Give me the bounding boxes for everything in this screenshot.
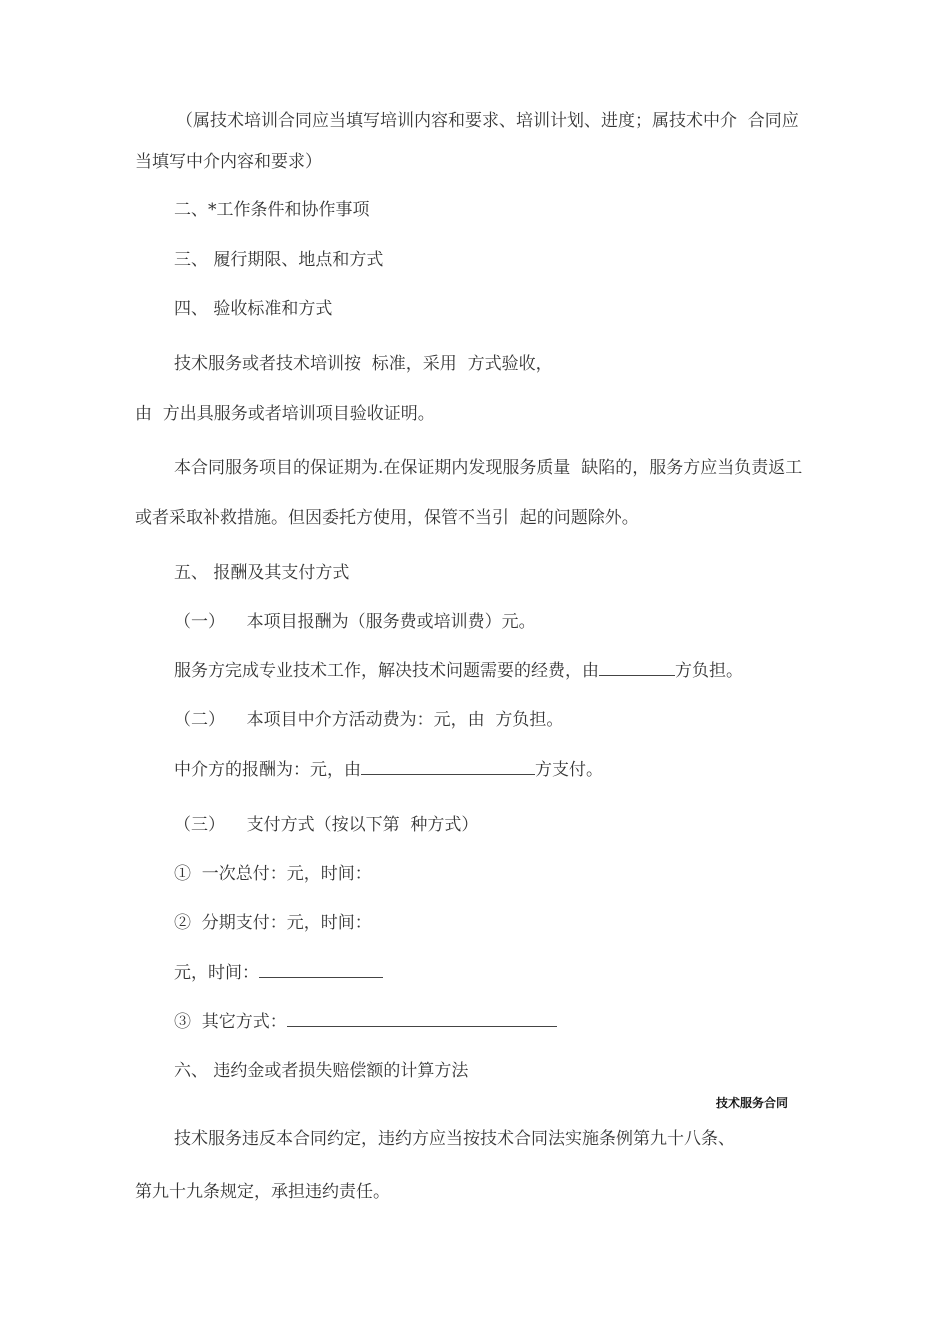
list-item	[174, 1011, 557, 1033]
line-text: ③ 其它方式：	[174, 1012, 287, 1032]
fill-in-blank	[259, 962, 383, 978]
line-text: 元，时间：	[174, 963, 259, 983]
list-item	[174, 962, 383, 984]
paragraph-line	[174, 759, 603, 781]
fill-in-blank	[599, 660, 675, 676]
paragraph-line: 技术服务或者技术培训按 标准，采用 方式验收，	[174, 354, 553, 374]
paragraph-line: 本合同服务项目的保证期为.在保证期内发现服务质量 缺陷的，服务方应当负责返工	[174, 458, 803, 478]
paragraph-line: 当填写中介内容和要求）	[135, 152, 322, 172]
list-item: ① 一次总付：元，时间：	[174, 864, 372, 884]
section-heading: 三、 履行期限、地点和方式	[174, 250, 384, 270]
line-text: 方支付。	[535, 760, 603, 780]
paragraph-line: 由 方出具服务或者培训项目验收证明。	[135, 404, 435, 424]
section-heading: 六、 违约金或者损失赔偿额的计算方法	[174, 1061, 469, 1081]
list-item: ② 分期支付：元，时间：	[174, 913, 372, 933]
fill-in-blank	[361, 759, 535, 775]
line-text: 方负担。	[675, 661, 743, 681]
paragraph-line: （属技术培训合同应当填写培训内容和要求、培训计划、进度；属技术中介 合同应	[176, 111, 799, 131]
paragraph-line: （二） 本项目中介方活动费为：元，由 方负担。	[174, 710, 564, 730]
paragraph-line: 或者采取补救措施。但因委托方使用，保管不当引 起的问题除外。	[135, 508, 639, 528]
line-text: 服务方完成专业技术工作，解决技术问题需要的经费，由	[174, 661, 599, 681]
fill-in-blank	[287, 1011, 557, 1027]
paragraph-line: 技术服务违反本合同约定，违约方应当按技术合同法实施条例第九十八条、	[174, 1129, 735, 1149]
section-heading: 四、 验收标准和方式	[174, 299, 333, 319]
paragraph-line: （三） 支付方式（按以下第 种方式）	[174, 815, 479, 835]
document-title: 技术服务合同	[716, 1096, 789, 1110]
paragraph-line: 第九十九条规定，承担违约责任。	[135, 1182, 390, 1202]
section-heading: 五、 报酬及其支付方式	[174, 563, 350, 583]
paragraph-line	[174, 660, 743, 682]
line-text: 中介方的报酬为：元，由	[174, 760, 361, 780]
paragraph-line: （一） 本项目报酬为（服务费或培训费）元。	[174, 612, 536, 632]
section-heading: 二、*工作条件和协作事项	[174, 200, 370, 220]
